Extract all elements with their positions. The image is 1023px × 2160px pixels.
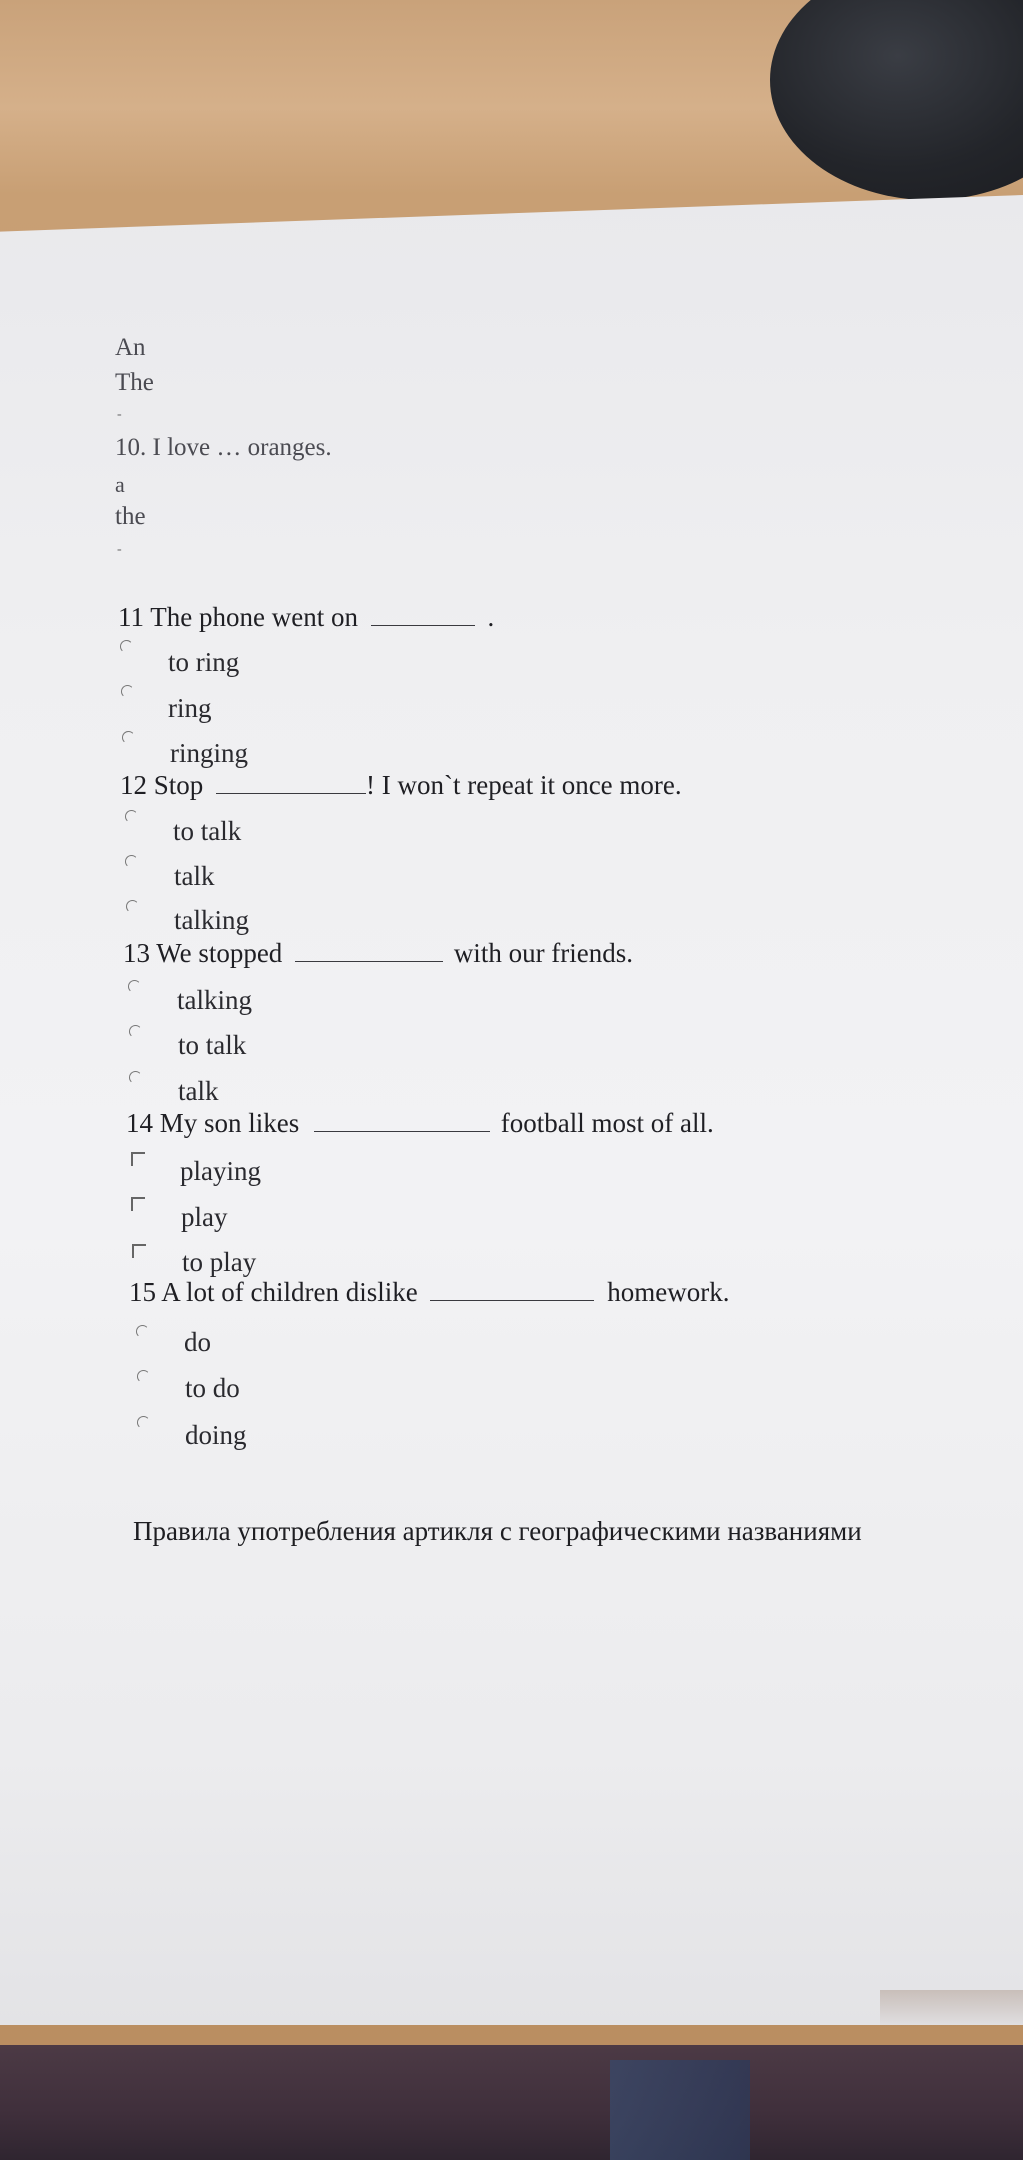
question-10: 10. I love … oranges. <box>115 434 332 461</box>
question-13 <box>123 938 633 968</box>
q10-option-dash: - <box>117 542 122 557</box>
q11-blank[interactable] <box>371 603 475 626</box>
q12-radio-2[interactable] <box>125 855 138 868</box>
q11-option-3: ringing <box>170 738 248 768</box>
option-dash: - <box>117 407 122 422</box>
q13-option-1: talking <box>177 985 252 1015</box>
question-15 <box>129 1277 729 1307</box>
q13-radio-3[interactable] <box>129 1071 142 1084</box>
q15-option-3: doing <box>185 1420 247 1450</box>
q10-option-the: the <box>115 503 146 530</box>
q11-text: 11 The phone went on <box>118 602 358 632</box>
q11-text-after: . <box>487 602 495 632</box>
q13-text: 13 We stopped <box>123 938 283 968</box>
q13-option-3: talk <box>178 1076 219 1106</box>
q12-option-2: talk <box>174 861 215 891</box>
q15-radio-2[interactable] <box>137 1370 150 1383</box>
q12-blank[interactable] <box>216 771 366 794</box>
q14-option-1: playing <box>180 1156 261 1186</box>
q14-text: 14 My son likes <box>126 1108 300 1138</box>
option-an: An <box>115 334 146 361</box>
question-12 <box>120 770 682 800</box>
q14-checkbox-3[interactable] <box>132 1244 146 1258</box>
q15-option-2: to do <box>185 1373 240 1403</box>
section-heading-russian: Правила употребления артикля с географическими названиями <box>133 1516 862 1546</box>
q12-radio-3[interactable] <box>126 900 139 913</box>
q10-option-a: a <box>115 472 125 497</box>
q11-radio-2[interactable] <box>121 685 134 698</box>
q14-checkbox-2[interactable] <box>131 1197 145 1211</box>
q12-text: 12 Stop <box>120 770 204 800</box>
q13-option-2: to talk <box>178 1030 247 1060</box>
question-14 <box>126 1108 714 1138</box>
q14-blank[interactable] <box>314 1109 490 1132</box>
q11-option-1: to ring <box>168 647 240 677</box>
q14-option-3: to play <box>182 1247 257 1277</box>
q13-radio-2[interactable] <box>129 1025 142 1038</box>
q14-text-after: football most of all. <box>500 1108 714 1138</box>
q15-text: 15 A lot of children dislike <box>129 1277 418 1307</box>
q11-option-2: ring <box>168 693 212 723</box>
q15-blank[interactable] <box>430 1278 594 1301</box>
q13-blank[interactable] <box>295 939 443 962</box>
q12-text-after: ! I won`t repeat it once more. <box>366 770 682 800</box>
q14-checkbox-1[interactable] <box>131 1152 145 1166</box>
q12-option-3: talking <box>174 905 249 935</box>
q11-radio-3[interactable] <box>122 731 135 744</box>
q14-option-2: play <box>181 1202 228 1232</box>
q15-text-after: homework. <box>607 1277 730 1307</box>
question-11 <box>118 602 494 632</box>
q12-option-1: to talk <box>173 816 242 846</box>
q13-text-after: with our friends. <box>453 938 634 968</box>
q15-radio-3[interactable] <box>137 1416 150 1429</box>
q13-radio-1[interactable] <box>128 980 141 993</box>
option-the: The <box>115 369 154 396</box>
q15-option-1: do <box>184 1327 211 1357</box>
q15-radio-1[interactable] <box>136 1325 149 1338</box>
q12-radio-1[interactable] <box>125 810 138 823</box>
q11-radio-1[interactable] <box>120 640 133 653</box>
